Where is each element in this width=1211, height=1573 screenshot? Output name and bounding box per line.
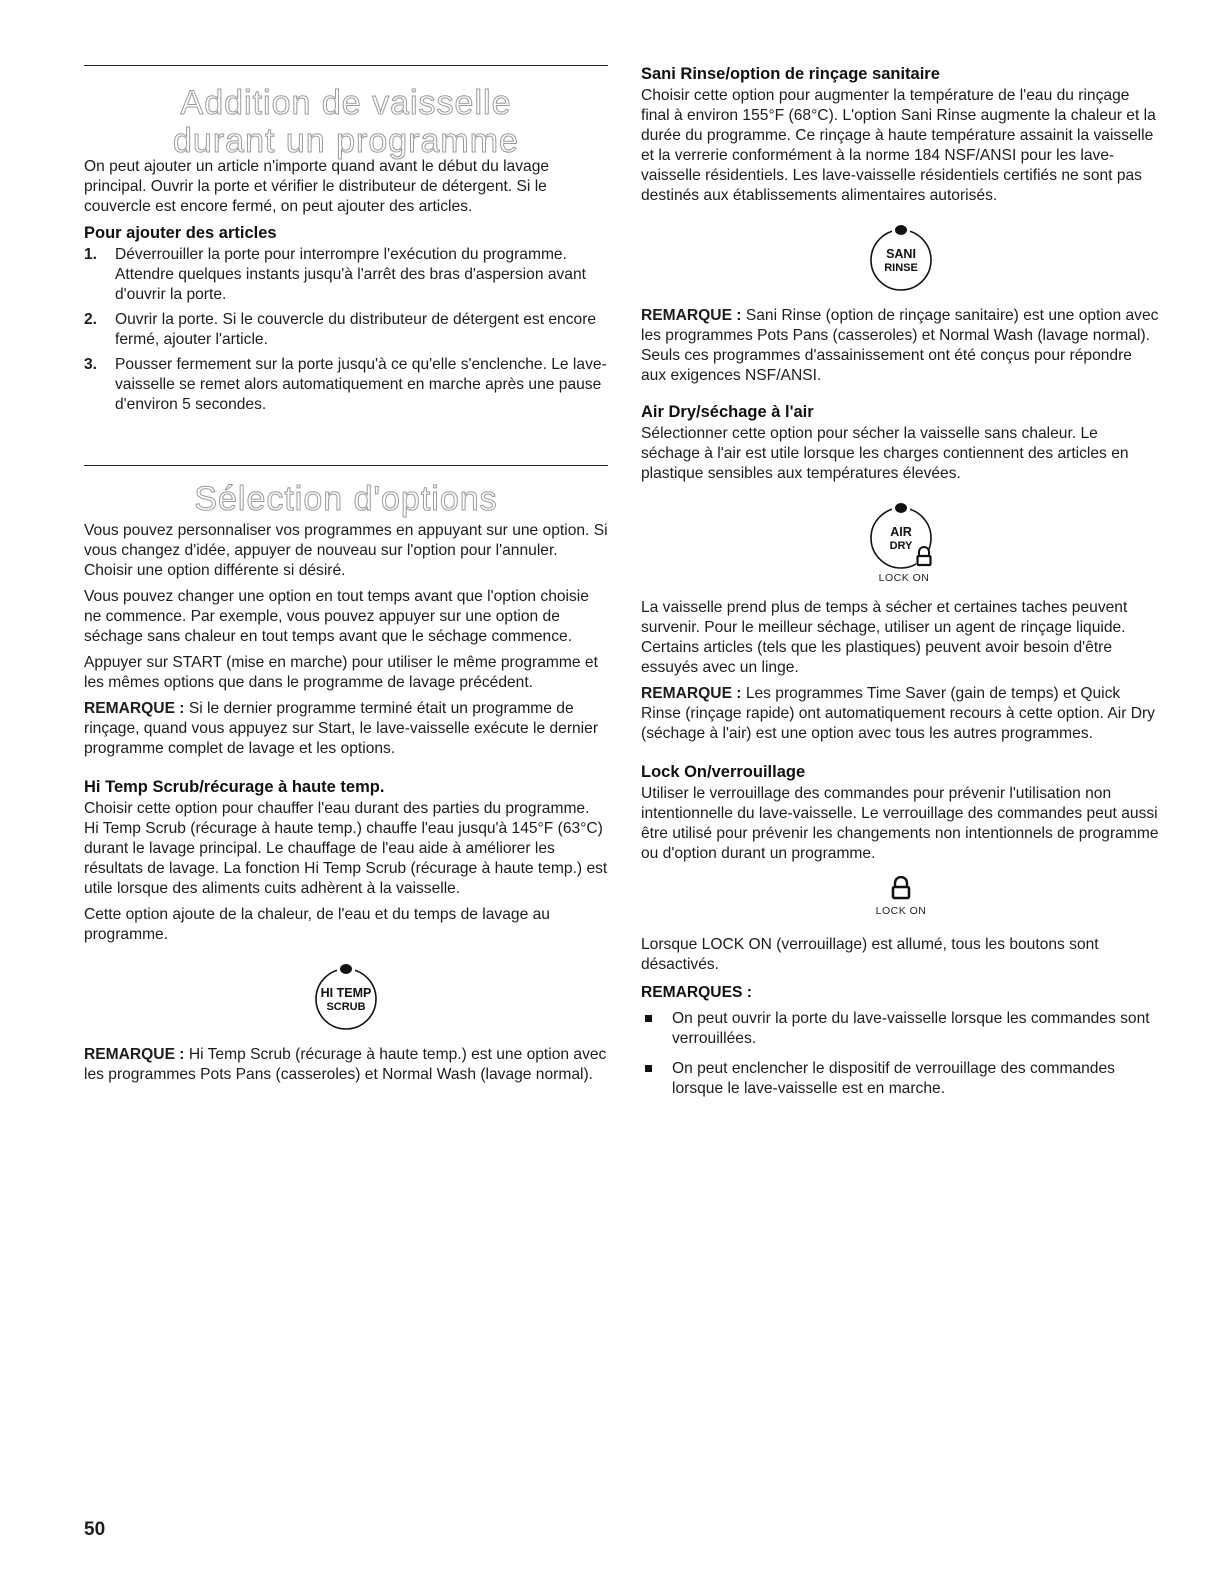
add-items-steps [84, 245, 608, 415]
list-item: On peut ouvrir la porte du lave-vaisselle lorsque les commandes sont verrouillées. [641, 1009, 1161, 1049]
options-p3: Appuyer sur START (mise en marche) pour utiliser le même programme et les mêmes options que dans le programme de lavage précédent. [84, 654, 598, 691]
add-dishes-intro: On peut ajouter un article n'importe quand avant le début du lavage principal. Ouvrir la porte et vérifier le distributeur de détergent. Si le couvercle est encore fermé, on peut ajouter des articles. [84, 158, 550, 215]
lock-p2: Lorsque LOCK ON (verrouillage) est allumé, tous les boutons sont désactivés. [641, 936, 1099, 973]
airdry-note: REMARQUE : Les programmes Time Saver (gain de temps) et Quick Rinse (rinçage rapide) ont automatiquement recours à cette option. Air Dry (séchage à l'air) est une option avec tous les autres programmes. [641, 685, 1155, 742]
section-title-line1: Addition de vaisselle [180, 84, 512, 122]
remarks-heading: REMARQUES : [641, 984, 752, 1001]
hitemp-note: REMARQUE : Hi Temp Scrub (récurage à haute temp.) est une option avec les programmes Pots Pans (casseroles) et Normal Wash (lavage normal). [84, 1046, 607, 1083]
hitemp-p2: Cette option ajoute de la chaleur, de l'eau et du temps de lavage au programme. [84, 906, 550, 943]
icon-label-line2: DRY [889, 540, 913, 552]
list-item: 3. Pousser fermement sur la porte jusqu'à ce qu'elle s'enclenche. Le lave-vaisselle se remet alors automatiquement en marche après une pause d'environ 5 secondes. [84, 356, 607, 413]
icon-label-line1: SANI [886, 247, 916, 261]
sani-heading: Sani Rinse/option de rinçage sanitaire [641, 65, 940, 83]
section-divider [84, 65, 608, 66]
lock-p1: Utiliser le verrouillage des commandes pour prévenir l'utilisation non intentionnelle du lave-vaisselle. Le verrouillage des commandes peut aussi être utilisé pour prévenir les changements non intentionnels de programme ou d'option durant un programme. [641, 785, 1159, 862]
options-p2: Vous pouvez changer une option en tout temps avant que l'option choisie ne commence. Par exemple, vous pouvez appuyer sur une option de séchage sans chaleur en tout temps avant que le séchage commence. [84, 588, 589, 645]
right-body [641, 64, 1161, 1109]
hitemp-heading: Hi Temp Scrub/récurage à haute temp. [84, 778, 385, 796]
section-add-dishes [84, 84, 608, 160]
page-number: 50 [84, 1519, 106, 1540]
options-body [84, 521, 608, 1085]
airdry-p1: Sélectionner cette option pour sécher la vaisselle sans chaleur. Le séchage à l'air est utile lorsque les charges contiennent des articles en plastique sensibles aux températures élevées. [641, 425, 1129, 482]
icon-label-line2: SCRUB [326, 1001, 366, 1013]
remarks-list [641, 1009, 1161, 1099]
hitemp-scrub-button-icon [307, 959, 385, 1031]
lock-icon-wrap [641, 876, 1161, 905]
bullet-icon [645, 1065, 652, 1072]
lock-icon [890, 876, 912, 900]
sani-note: REMARQUE : Sani Rinse (option de rinçage sanitaire) est une option avec les programmes Pots Pans (casseroles) et Normal Wash (lavage normal). Seuls ces programmes d'assainissement ont été conçus pour répondre aux exigences NSF/ANSI. [641, 307, 1159, 384]
options-note: REMARQUE : Si le dernier programme terminé était un programme de rinçage, quand vous appuyez sur Start, le lave-vaisselle exécute le dernier programme complet de lavage et les options. [84, 700, 599, 757]
airdry-p2: La vaisselle prend plus de temps à sécher et certaines taches peuvent survenir. Pour le meilleur séchage, utiliser un agent de rinçage liquide. Certains articles (tels que les plastiques) peuvent avoir besoin d'être essuyés avec un linge. [641, 599, 1128, 676]
section-divider [84, 465, 608, 466]
list-item: 1. Déverrouiller la porte pour interrompre l'exécution du programme. Attendre quelques instants jusqu'à l'arrêt des bras d'aspersion avant d'ouvrir la porte. [84, 246, 586, 303]
icon-label-line2: RINSE [884, 262, 918, 274]
bullet-icon [645, 1015, 652, 1022]
sani-p1: Choisir cette option pour augmenter la température de l'eau du rinçage final à environ 155°F (68°C). L'option Sani Rinse augmente la chaleur et la durée du programme. Ce rinçage à haute température assainit la vaisselle et la verrerie conformément à la norme 184 NSF/ANSI pour les lave-vaisselle résidentiels. Les lave-vaisselle résidentiels certifiés ne sont pas destinés aux établissements alimentaires autorisés. [641, 87, 1156, 204]
air-dry-button-icon [856, 498, 946, 570]
section-options-title-wrap [84, 480, 608, 518]
add-dishes-body [84, 157, 608, 420]
lock-on-label: LOCK ON [875, 905, 927, 917]
lock-heading: Lock On/verrouillage [641, 763, 806, 781]
lock-on-label: LOCK ON [878, 572, 930, 584]
add-items-heading: Pour ajouter des articles [84, 224, 277, 242]
options-p1: Vous pouvez personnaliser vos programmes en appuyant sur une option. Si vous changez d'idée, appuyer de nouveau sur l'option pour l'annuler. Choisir une option différente si désiré. [84, 522, 608, 579]
section-title: Sélection d'options [194, 480, 498, 518]
sani-rinse-button-icon [862, 220, 940, 292]
section-title-line2: durant un programme [173, 122, 519, 160]
icon-label-line1: AIR [890, 525, 912, 539]
hitemp-p1: Choisir cette option pour chauffer l'eau durant des parties du programme. Hi Temp Scrub (récurage à haute temp.) chauffe l'eau jusqu'à 145°F (63°C) durant le lavage principal. Le chauffage de l'eau aide à améliorer les résultats de lavage. La fonction Hi Temp Scrub (récurage à haute temp.) est utile lorsque des aliments cuits adhèrent à la vaisselle. [84, 800, 608, 897]
icon-label-line1: HI TEMP [320, 986, 372, 1000]
airdry-heading: Air Dry/séchage à l'air [641, 403, 814, 421]
list-item: 2. Ouvrir la porte. Si le couvercle du distributeur de détergent est encore fermé, ajouter l'article. [84, 311, 597, 348]
list-item: On peut enclencher le dispositif de verrouillage des commandes lorsque le lave-vaisselle est en marche. [641, 1059, 1161, 1099]
